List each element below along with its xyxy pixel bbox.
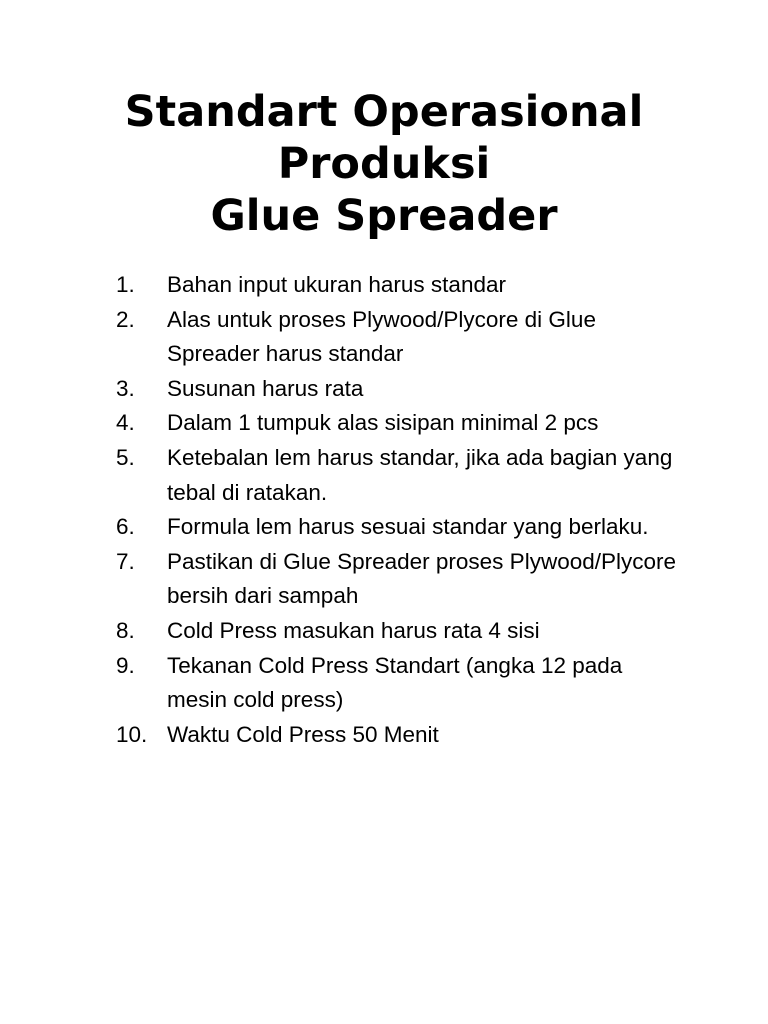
list-item-number: 1. xyxy=(116,272,135,297)
list-item-text: Cold Press masukan harus rata 4 sisi xyxy=(167,617,540,643)
title-line-3: Glue Spreader xyxy=(210,191,558,241)
title-line-2: Produksi xyxy=(277,139,491,189)
list-item-text: Alas untuk proses Plywood/Plycore di Glue Spreader harus standar xyxy=(167,306,596,367)
list-item xyxy=(116,406,676,441)
list-item-number: 5. xyxy=(116,444,135,470)
list-item-text: Waktu Cold Press 50 Menit xyxy=(167,721,439,747)
list-item-number: 6. xyxy=(116,514,135,540)
list-item xyxy=(116,372,676,407)
list-item xyxy=(116,649,676,718)
sop-list xyxy=(116,268,676,752)
list-item xyxy=(116,303,676,372)
list-item xyxy=(116,441,676,510)
list-item-text: Formula lem harus sesuai standar yang berlaku. xyxy=(167,514,649,540)
list-item-text: Dalam 1 tumpuk alas sisipan minimal 2 pcs xyxy=(167,410,599,436)
list-item-text: Susunan harus rata xyxy=(167,375,364,401)
list-item-text: Pastikan di Glue Spreader proses Plywood/Plycore bersih dari sampah xyxy=(167,548,677,609)
list-item-text: Tekanan Cold Press Standart (angka 12 pada mesin cold press) xyxy=(167,652,623,713)
list-item xyxy=(116,510,676,545)
list-item-number: 7. xyxy=(116,548,135,574)
list-item-number: 4. xyxy=(116,410,135,436)
list-item-number: 9. xyxy=(116,652,135,678)
list-item xyxy=(116,718,676,753)
list-item xyxy=(116,614,676,649)
list-item-number: 3. xyxy=(116,375,135,401)
title-line-1: Standart Operasional xyxy=(124,87,644,137)
list-item-number: 8. xyxy=(116,617,135,643)
list-item xyxy=(116,268,676,303)
list-item-text: Ketebalan lem harus standar, jika ada bagian yang tebal di ratakan. xyxy=(167,444,673,505)
document-title xyxy=(0,86,768,242)
list-item-text: Bahan input ukuran harus standar xyxy=(167,272,506,297)
list-item-number: 2. xyxy=(116,306,135,332)
list-item xyxy=(116,545,676,614)
list-item-number: 10. xyxy=(116,721,148,747)
